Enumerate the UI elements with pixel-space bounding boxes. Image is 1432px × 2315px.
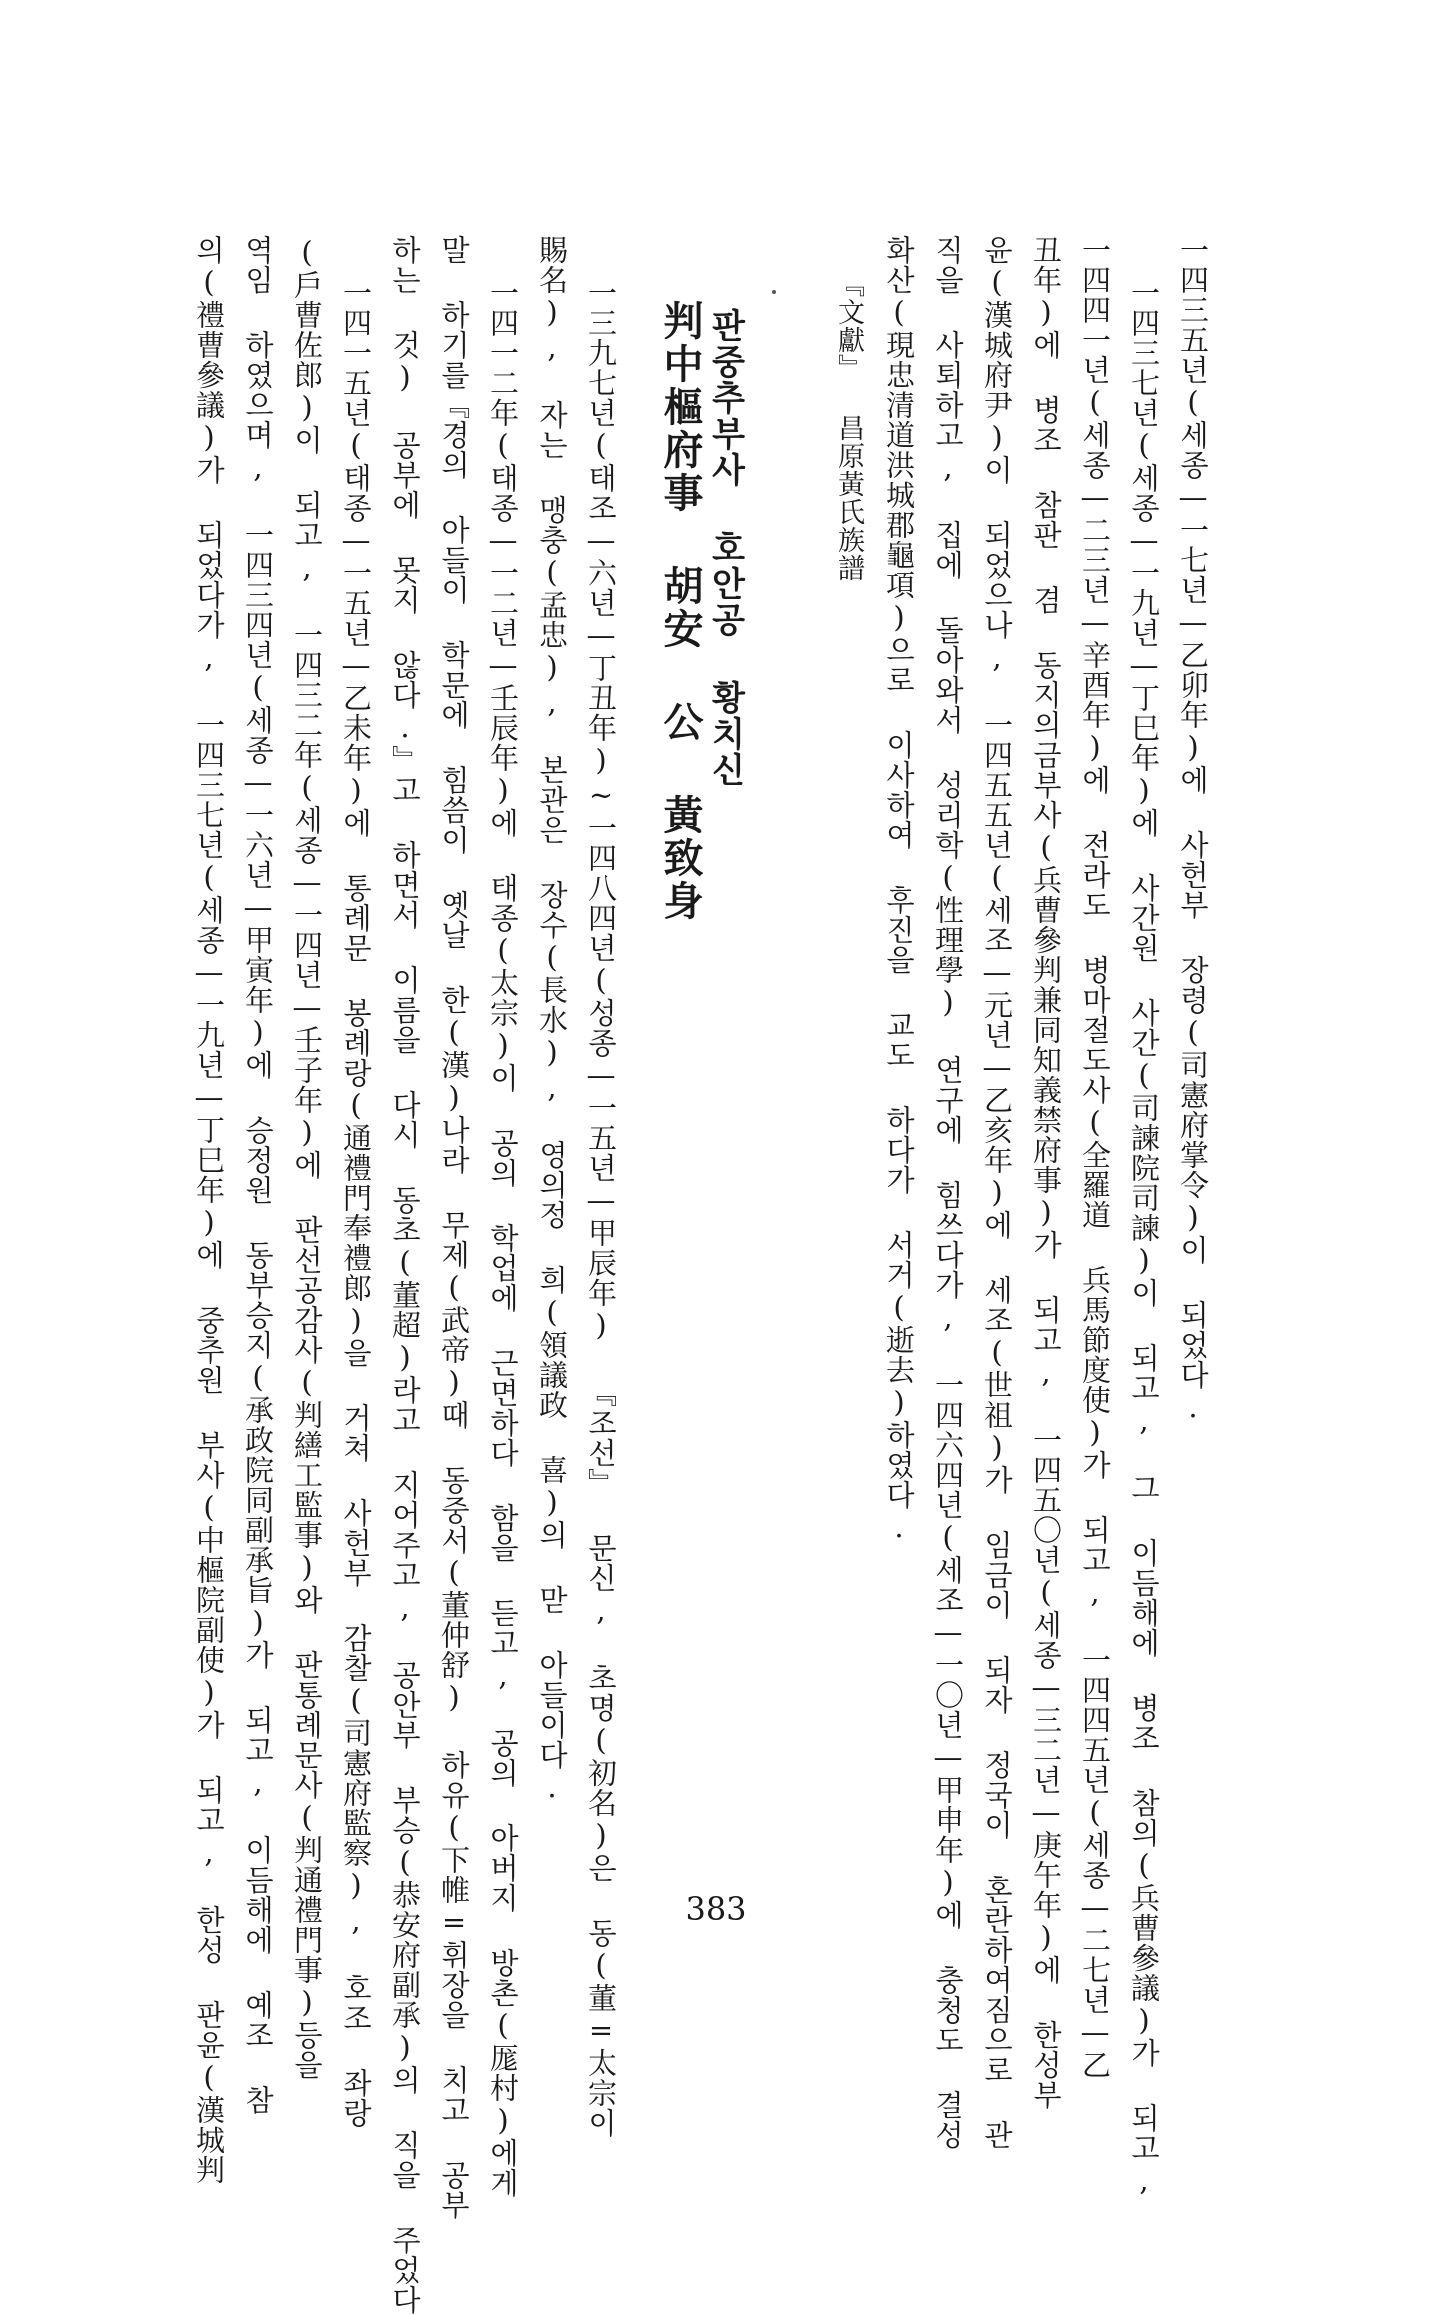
prev-entry-source: 『文獻』 昌原黃氏族譜: [833, 270, 864, 582]
entry-title-korean: 판중추부사 호안공 황치신: [705, 308, 745, 788]
prev-entry-line-5: 윤(漢城府尹)이 되었으나, 一四五五년(세조—元년—乙亥年)에 세조(世祖)가 임금이 되자 정국이 혼란하여짐으로 관: [980, 235, 1014, 2150]
prev-entry-line-2: 一四三七년(세종—一九년—丁巳年)에 사간원 사간(司諫院司諫)이 되고, 그 이듬해에 병조 참의(兵曹參議)가 되고,: [1127, 278, 1161, 2198]
entry-line-7: (戶曹佐郎)이 되고, 一四三二年(세종—一四년—壬子年)에 판선공감사(判繕工監事)와 판통례문사(判通禮門事)등을: [290, 235, 324, 2080]
prev-entry-line-1: 一四三五년(세종—一七년—乙卯年)에 사헌부 장령(司憲府掌令)이 되었다.: [1176, 235, 1210, 1425]
entry-line-6: 一四一五년(태종—一五년—乙未年)에 통례문 봉례랑(通禮門奉禮郎)을 거쳐 사헌부 감찰(司憲府監察), 호조 좌랑: [339, 278, 373, 2128]
entry-line-3: 一四一二年(태종—一二년—壬辰年)에 태종(太宗)이 공의 학업에 근면하다 함을 듣고, 공의 아버지 방촌(厖村)에게: [486, 278, 520, 2198]
prev-entry-line-7: 화산(現忠清道洪城郡龜項)으로 이사하여 후진을 교도 하다가 서거(逝去)하였다.: [882, 235, 916, 1545]
entry-line-2: 賜名), 자는 맹충(孟忠), 본관은 장수(長水), 영의정 희(領議政 喜)의 맏 아들이다.: [535, 235, 569, 1805]
ornament-dot: [772, 290, 776, 294]
entry-line-8: 역임 하였으며, 一四三四년(세종—一六년—甲寅年)에 승정원 동부승지(承政院同副承旨)가 되고, 이듬해에 예조 참: [241, 235, 275, 2115]
prev-entry-line-6: 직을 사퇴하고, 집에 돌아와서 성리학(性理學) 연구에 힘쓰다가, 一四六四년(세조—一〇년—甲申年)에 충청도 결성: [931, 235, 965, 2150]
entry-line-1: 一三九七년(태조—六년—丁丑年)~一四八四년(성종—一五년—甲辰年) 『조선』 문신, 초명(初名)은 동(董=太宗이: [584, 278, 618, 2138]
entry-title-hanja: 判中樞府事 胡安 公 黃致身: [657, 300, 704, 923]
page-number: 383: [685, 1890, 747, 1928]
prev-entry-line-3: 一四四一년(세종—二三년—辛酉年)에 전라도 병마절도사(全羅道 兵馬節度使)가 되고, 一四四五년(세종—二七년—乙: [1078, 235, 1112, 2080]
prev-entry-line-4: 丑年)에 병조 참판 겸 동지의금부사(兵曹參判兼同知義禁府事)가 되고, 一四五〇년(세종—三二년—庚午年)에 한성부: [1029, 235, 1063, 2110]
entry-line-4: 말 하기를『경의 아들이 학문에 힘씀이 옛날 한(漢)나라 무제(武帝)때 동중서(董仲舒) 하유(下帷=휘장을 치고 공부: [437, 235, 471, 2220]
entry-line-5: 하는 것) 공부에 못지 않다.』고 하면서 이름을 다시 동초(董超)라고 지어주고, 공안부 부승(恭安府副承)의 직을 주었다: [388, 235, 422, 2315]
entry-line-9: 의(禮曹參議)가 되었다가, 一四三七년(세종—一九년—丁巳年)에 중추원 부사(中樞院副使)가 되고, 한성 판윤(漢城判: [192, 235, 226, 2185]
